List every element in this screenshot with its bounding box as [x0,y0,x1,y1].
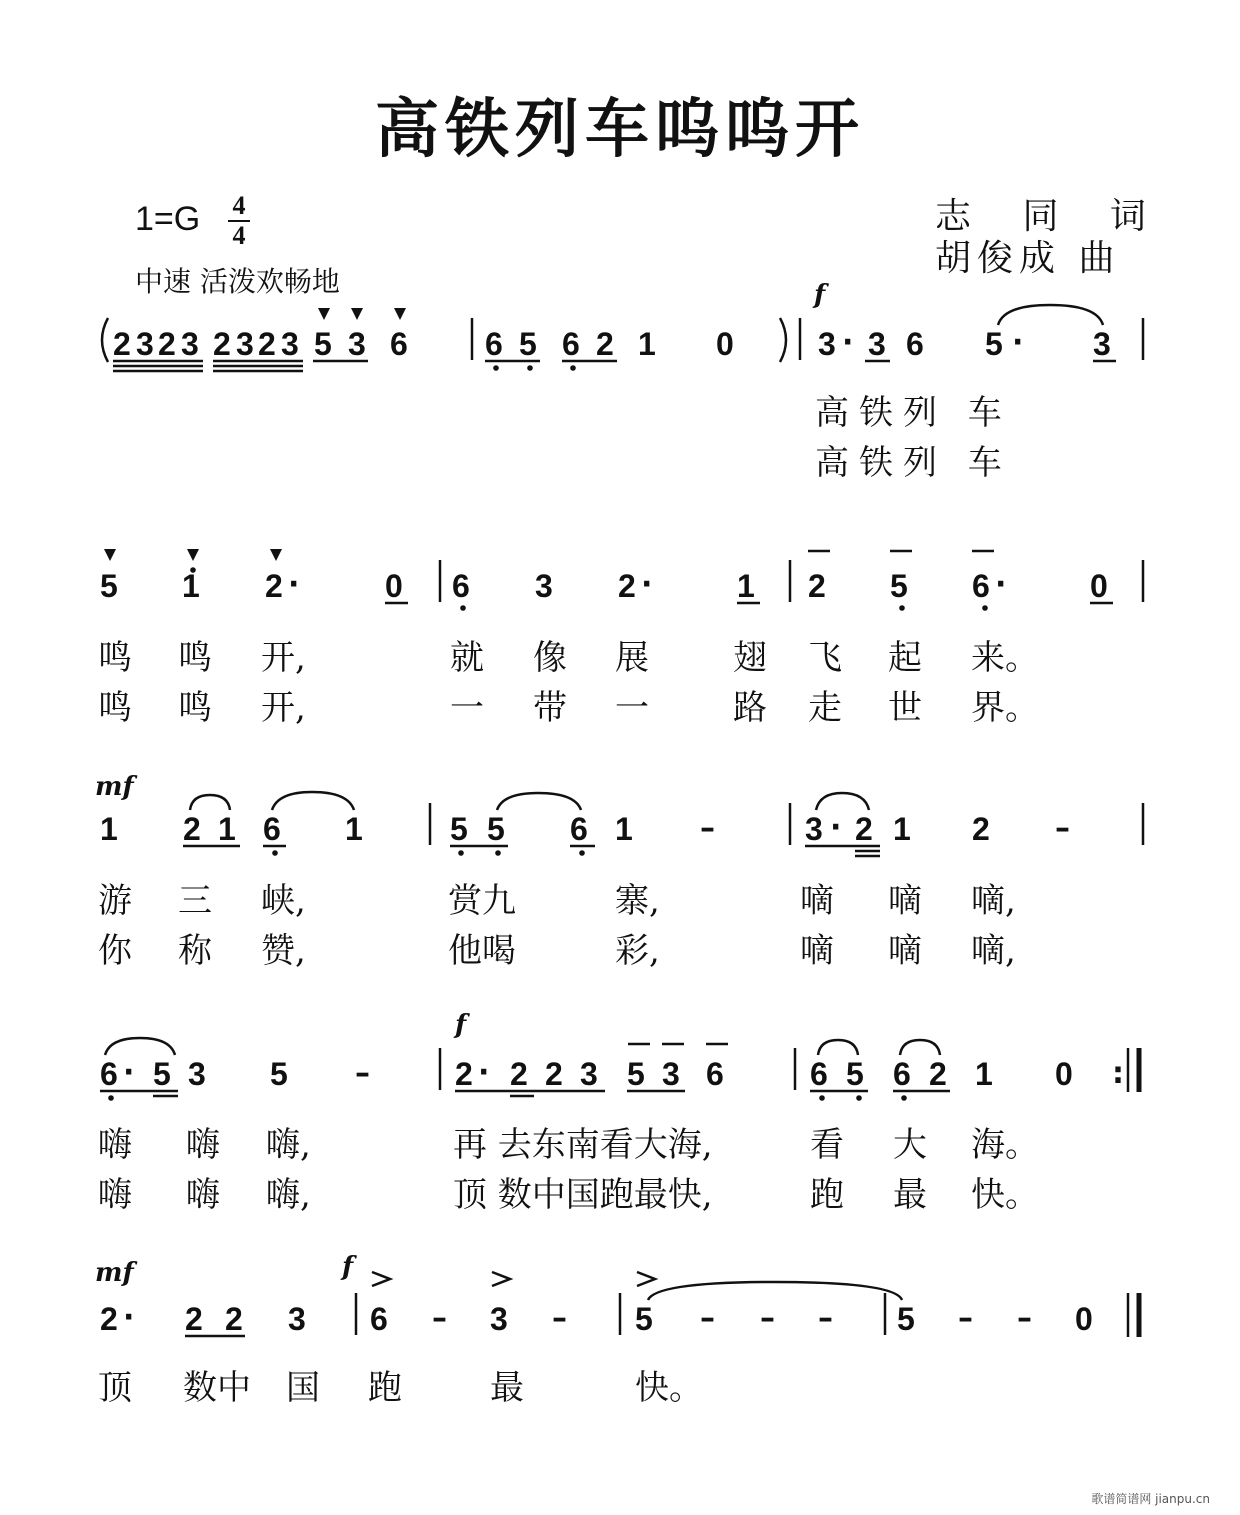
svg-text:·: · [641,567,653,602]
svg-text:6: 6 [452,568,470,604]
svg-text:·: · [478,1055,490,1090]
lyric-syllable: 鸣 [178,688,212,728]
svg-text:6: 6 [706,1056,724,1092]
lyric-syllable: 跑 [368,1368,402,1408]
svg-text:·: · [123,1055,135,1090]
lyric-syllable: 走 [808,688,842,728]
lyric-syllable: 来。 [971,638,1039,678]
lyric-syllable: 最 [893,1175,927,1215]
svg-text:5: 5 [890,568,908,604]
lyric-syllable: 数中 [183,1368,251,1408]
svg-text:5: 5 [635,1301,653,1337]
lyric-syllable: 最 [490,1368,524,1408]
svg-text:3: 3 [288,1301,306,1337]
svg-text:5: 5 [450,811,468,847]
lyric-syllable: 嗨 [186,1125,220,1165]
svg-text::: : [1112,1056,1124,1091]
svg-text:1: 1 [975,1056,993,1092]
svg-text:–: – [700,811,715,846]
lyric-syllable: 界。 [971,688,1039,728]
svg-text:–: – [552,1301,567,1336]
svg-text:·: · [842,325,854,360]
lyric-syllable: 鸣 [98,638,132,678]
time-signature-top: 4 [232,191,246,220]
svg-text:–: – [1055,811,1070,846]
svg-text:6: 6 [906,326,924,362]
svg-text:5: 5 [519,326,537,362]
svg-text:3: 3 [188,1056,206,1092]
time-signature-bottom: 4 [232,221,246,250]
svg-text:6: 6 [263,811,281,847]
svg-text:–: – [700,1301,715,1336]
song-title: 高铁列车呜呜开 [375,92,865,167]
svg-text:–: – [818,1301,833,1336]
lyric-syllable: 顶 数中国跑最快, [453,1175,713,1215]
svg-text:3: 3 [868,326,886,362]
svg-text:2: 2 [545,1056,563,1092]
svg-text:5: 5 [985,326,1003,362]
lyric-syllable: 嘀, [971,931,1016,971]
lyric-syllable: 看 [810,1125,844,1165]
lyric-syllable: 海。 [971,1125,1039,1165]
dynamic-forte: f [455,1010,467,1040]
lyric-syllable: 起 [888,638,922,678]
svg-text:5: 5 [846,1056,864,1092]
lyric-syllable: 寨, [615,881,660,921]
svg-text:2: 2 [596,326,614,362]
svg-text:3: 3 [281,326,299,362]
lyric-syllable: 快。 [635,1368,703,1408]
key-signature: 1=G [135,200,201,238]
lyric-syllable: 峡, [261,881,306,921]
lyric-syllable: 开, [261,638,306,678]
svg-text:2: 2 [972,811,990,847]
dynamic-mezzo-forte: mf [95,1258,134,1288]
lyric-syllable: 你 [98,931,132,971]
svg-text:5: 5 [100,568,118,604]
svg-text:0: 0 [385,568,403,604]
tempo-marking: 中速 活泼欢畅地 [135,265,340,298]
lyric-syllable: 翅 [733,638,767,678]
svg-text:6: 6 [810,1056,828,1092]
svg-text:3: 3 [662,1056,680,1092]
lyric-syllable: 赞, [261,931,306,971]
svg-text:2: 2 [265,568,283,604]
svg-text:5: 5 [314,326,332,362]
lyric-syllable: 再 去东南看大海, [453,1125,713,1165]
svg-text:2: 2 [185,1301,203,1337]
lyric-syllable: 就 [450,638,484,678]
svg-text:6: 6 [390,326,408,362]
svg-text:1: 1 [638,326,656,362]
svg-text:1: 1 [893,811,911,847]
lyric-syllable: 嘀 [888,881,922,921]
svg-text:2: 2 [113,326,131,362]
svg-text:3: 3 [805,811,823,847]
svg-text:·: · [288,567,300,602]
svg-text:2: 2 [158,326,176,362]
lyric-syllable: 嘀 [800,931,834,971]
svg-text:2: 2 [258,326,276,362]
svg-text:2: 2 [808,568,826,604]
lyric-syllable: 跑 [810,1175,844,1215]
lyric-syllable: 鸣 [98,688,132,728]
lyric-syllable: 他喝 [448,931,516,971]
dynamic-mezzo-forte: mf [95,772,134,802]
svg-text:6: 6 [893,1056,911,1092]
lyric-syllable: 快。 [971,1175,1039,1215]
svg-text:2: 2 [618,568,636,604]
svg-text:–: – [432,1301,447,1336]
svg-text:1: 1 [615,811,633,847]
svg-text:3: 3 [490,1301,508,1337]
svg-text:·: · [830,810,842,845]
dynamic-forte: f [342,1252,354,1282]
svg-text:·: · [123,1300,135,1335]
svg-text:2: 2 [183,811,201,847]
lyric-syllable: 世 [888,688,922,728]
svg-text:0: 0 [716,326,734,362]
svg-text:1: 1 [182,568,200,604]
svg-text:3: 3 [181,326,199,362]
dynamic-forte: f [814,280,826,310]
lyric-syllable: 三 [178,881,212,921]
lyric-syllable: 赏九 [448,881,516,921]
svg-text:–: – [958,1301,973,1336]
svg-text:5: 5 [627,1056,645,1092]
svg-text:–: – [355,1056,370,1091]
lyric-syllable: 飞 [808,638,842,678]
lyric-syllable: 嘀, [971,881,1016,921]
lyric-syllable: 大 [893,1125,927,1165]
svg-text:1: 1 [218,811,236,847]
svg-text:·: · [995,567,1007,602]
lyric-syllable: 国 [286,1368,320,1408]
svg-text:5: 5 [487,811,505,847]
svg-text:6: 6 [485,326,503,362]
svg-text:1: 1 [345,811,363,847]
svg-text:6: 6 [370,1301,388,1337]
lyric-syllable: 路 [733,688,767,728]
svg-text:6: 6 [562,326,580,362]
svg-text:0: 0 [1055,1056,1073,1092]
lyric-syllable: 嗨 [186,1175,220,1215]
svg-text:2: 2 [929,1056,947,1092]
svg-text:0: 0 [1075,1301,1093,1337]
svg-text:3: 3 [580,1056,598,1092]
lyric-syllable: 彩, [615,931,660,971]
svg-text:–: – [1017,1301,1032,1336]
lyric-syllable: 展 [615,638,649,678]
svg-text:·: · [1012,325,1024,360]
lyric-syllable: 开, [261,688,306,728]
svg-text:3: 3 [818,326,836,362]
svg-text:1: 1 [737,568,755,604]
svg-text:3: 3 [1093,326,1111,362]
svg-text:6: 6 [570,811,588,847]
lyric-syllable: 游 [98,881,132,921]
lyric-syllable: 顶 [98,1368,132,1408]
lyric-syllable: 称 [178,931,212,971]
svg-text:2: 2 [213,326,231,362]
lyric-line1-verse1: 高铁列 车 [815,393,1012,433]
svg-text:2: 2 [455,1056,473,1092]
svg-text:5: 5 [270,1056,288,1092]
lyric-syllable: 像 [533,638,567,678]
lyric-syllable: 嗨 [98,1175,132,1215]
svg-text:3: 3 [535,568,553,604]
watermark: 歌谱简谱网 jianpu.cn [1091,1492,1210,1506]
svg-text:6: 6 [972,568,990,604]
composer-credit: 胡俊成 曲 [935,238,1121,279]
svg-text:1: 1 [100,811,118,847]
lyric-line1-verse2: 高铁列 车 [815,443,1012,483]
svg-text:3: 3 [348,326,366,362]
svg-text:3: 3 [236,326,254,362]
svg-text:2: 2 [510,1056,528,1092]
lyric-syllable: 鸣 [178,638,212,678]
svg-text:5: 5 [897,1301,915,1337]
lyric-syllable: 一 [615,688,649,728]
lyric-syllable: 嘀 [888,931,922,971]
lyric-syllable: 嗨, [266,1175,311,1215]
svg-text:2: 2 [855,811,873,847]
lyric-syllable: 一 [450,688,484,728]
svg-text:3: 3 [136,326,154,362]
lyric-syllable: 嘀 [800,881,834,921]
lyric-syllable: 嗨, [266,1125,311,1165]
svg-text:–: – [760,1301,775,1336]
lyric-syllable: 嗨 [98,1125,132,1165]
svg-text:2: 2 [100,1301,118,1337]
svg-text:5: 5 [153,1056,171,1092]
lyric-syllable: 带 [533,688,567,728]
svg-text:0: 0 [1090,568,1108,604]
svg-text:2: 2 [225,1301,243,1337]
lyricist-credit: 志 同 词 [935,196,1166,237]
svg-text:6: 6 [100,1056,118,1092]
